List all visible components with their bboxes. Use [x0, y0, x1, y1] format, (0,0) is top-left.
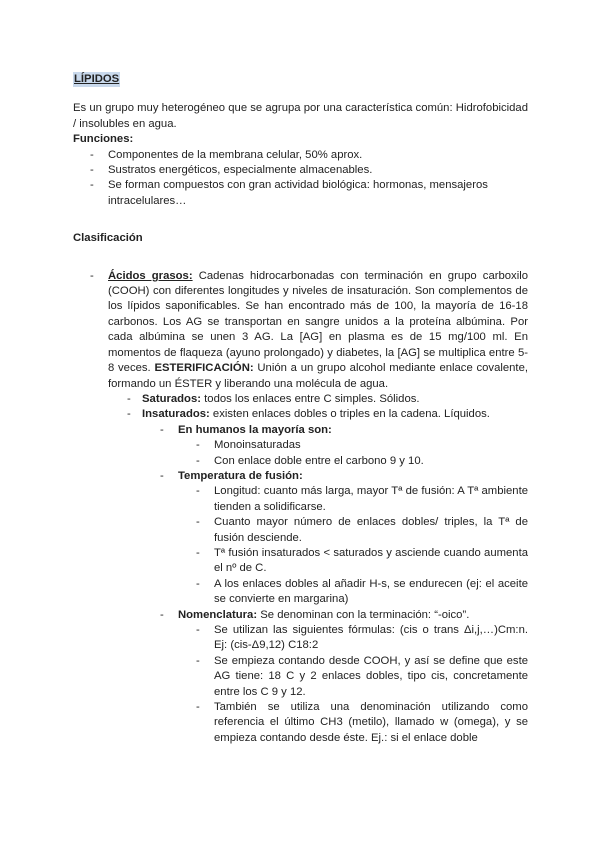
list-item: - Tª fusión insaturados < saturados y asciende cuando aumenta el nº de C. — [196, 546, 528, 575]
nomenclatura-item: - Nomenclatura: Se denominan con la terminación: “-oico”. - Se utilizan las siguientes fórmulas: (cis o trans Δi,j,…)Cm:n. Ej: (cis-Δ9,12) C18:2 - Se empieza contando desde COOH, y así se define que este AG tiene: 18 C y 2 enlaces dobles, tipo cis, concretamente entre los C 9 y 12. - También se utiliza una denominación utilizando como referencia el último CH3 (metilo), llamado w (omega), y se empieza contando desde éste. Ej.: si el enlace doble — [160, 608, 528, 747]
acidos-subtypes-list — [73, 392, 528, 746]
clasificacion-list — [73, 269, 528, 747]
document-content — [73, 72, 528, 746]
list-item: - Cuanto mayor número de enlaces dobles/ triples, la Tª de fusión desciende. — [196, 516, 528, 544]
list-item: - Sustratos energéticos, especialmente almacenables. — [90, 164, 373, 177]
humanos-item: - En humanos la mayoría son: - Monoinsaturadas - Con enlace doble entre el carbono 9 y 10. — [160, 423, 528, 469]
saturados-item: - Saturados: todos los enlaces entre C simples. Sólidos. — [127, 392, 420, 405]
page-title: LÍPIDOS — [73, 72, 528, 87]
clasificacion-heading: Clasificación — [73, 232, 143, 245]
list-item: - Con enlace doble entre el carbono 9 y 10. — [196, 454, 424, 467]
acidos-grasos-item: - Ácidos grasos: Cadenas hidrocarbonadas con terminación en grupo carboxilo (COOH) con diferentes longitudes y niveles de insaturación. Son complementos de los lípidos saponificables. Se han encontrado más de 100, la mayoría de 16-18 carbonos. Los AG se transportan en sangre unidos a la proteína albúmina. Por cada albúmina se unen 3 AG. La [AG] en plasma es de 15 mg/100 ml. En momentos de flaqueza (ayuno prolongado) y diabetes, la [AG] se multiplica entre 5-8 veces. ESTERIFICACIÓN: Unión a un grupo alcohol mediante enlace covalente, formando un ÉSTER y liberando una molécula de agua. - Saturados: todos los enlaces entre C simples. Sólidos. - Insaturados: existen enlaces dobles o triples en la cadena. Líquidos. - En humanos la mayoría son: - Monoinsaturadas - Con enlace doble entre el carbono 9 y 10. - Temperatura de fusión: - Longitud: cuanto más larga, mayor Tª de fusión: A Tª ambiente tienden a solidificarse. - Cuanto mayor número de enlaces dobles/ triples, la Tª de fusión desciende. - Tª fusión insaturados < saturados y asciende cuando aumenta el nº de C. - A los enlaces dobles al añadir H-s, se endurecen (ej: el aceite se convierte en margarina) - Nomenclatura: Se denominan con la terminación: “-oico”. - Se utilizan las siguientes fórmulas: (cis o trans Δi,j,…)Cm:n. Ej: (cis-Δ9,12) C18:2 - Se empieza contando desde COOH, y así se define que este AG tiene: 18 C y 2 enlaces dobles, tipo cis, concretamente entre los C 9 y 12. - También se utiliza una denominación utilizando como referencia el último CH3 (metilo), llamado w (omega), y se empieza contando desde éste. Ej.: si el enlace doble — [73, 269, 528, 747]
intro-paragraph: Es un grupo muy heterogéneo que se agrupa por una característica común: Hidrofobicidad / insolubles en agua. — [73, 102, 528, 130]
list-item: - También se utiliza una denominación utilizando como referencia el último CH3 (metilo), llamado w (omega), y se empieza contando desde éste. Ej.: si el enlace doble — [196, 701, 528, 744]
nomenclatura-list — [178, 623, 528, 746]
insaturados-list — [142, 423, 528, 747]
list-item: - A los enlaces dobles al añadir H-s, se endurecen (ej: el aceite se convierte en margarina) — [196, 577, 528, 606]
list-item: - Monoinsaturadas — [196, 439, 301, 452]
funciones-heading: Funciones: — [73, 133, 134, 146]
list-item: - Se utilizan las siguientes fórmulas: (cis o trans Δi,j,…)Cm:n. Ej: (cis-Δ9,12) C18:2 — [196, 624, 528, 652]
temperatura-list — [178, 484, 528, 607]
insaturados-item: - Insaturados: existen enlaces dobles o triples en la cadena. Líquidos. - En humanos la mayoría son: - Monoinsaturadas - Con enlace doble entre el carbono 9 y 10. - Temperatura de fusión: - Longitud: cuanto más larga, mayor Tª de fusión: A Tª ambiente tienden a solidificarse. - Cuanto mayor número de enlaces dobles/ triples, la Tª de fusión desciende. - Tª fusión insaturados < saturados y asciende cuando aumenta el nº de C. - A los enlaces dobles al añadir H-s, se endurecen (ej: el aceite se convierte en margarina) - Nomenclatura: Se denominan con la terminación: “-oico”. - Se utilizan las siguientes fórmulas: (cis o trans Δi,j,…)Cm:n. Ej: (cis-Δ9,12) C18:2 - Se empieza contando desde COOH, y así se define que este AG tiene: 18 C y 2 enlaces dobles, tipo cis, concretamente entre los C 9 y 12. - También se utiliza una denominación utilizando como referencia el último CH3 (metilo), llamado w (omega), y se empieza contando desde éste. Ej.: si el enlace doble — [109, 407, 528, 746]
esterificacion-label: ESTERIFICACIÓN: — [154, 362, 254, 375]
humanos-list — [178, 438, 528, 469]
funciones-list — [73, 148, 528, 210]
list-item: - Se empieza contando desde COOH, y así se define que este AG tiene: 18 C y 2 enlaces dobles, tipo cis, concretamente entre los C 9 y 12. — [196, 654, 528, 698]
list-item: - Longitud: cuanto más larga, mayor Tª de fusión: A Tª ambiente tienden a solidificarse. — [196, 485, 528, 513]
list-item: - Componentes de la membrana celular, 50% aprox. — [90, 148, 363, 161]
acidos-grasos-label: Ácidos grasos: — [108, 269, 193, 282]
temperatura-item: - Temperatura de fusión: - Longitud: cuanto más larga, mayor Tª de fusión: A Tª ambiente tienden a solidificarse. - Cuanto mayor número de enlaces dobles/ triples, la Tª de fusión desciende. - Tª fusión insaturados < saturados y asciende cuando aumenta el nº de C. - A los enlaces dobles al añadir H-s, se endurecen (ej: el aceite se convierte en margarina) — [160, 469, 528, 608]
list-item: - Se forman compuestos con gran actividad biológica: hormonas, mensajeros intracelulares… — [90, 179, 488, 207]
